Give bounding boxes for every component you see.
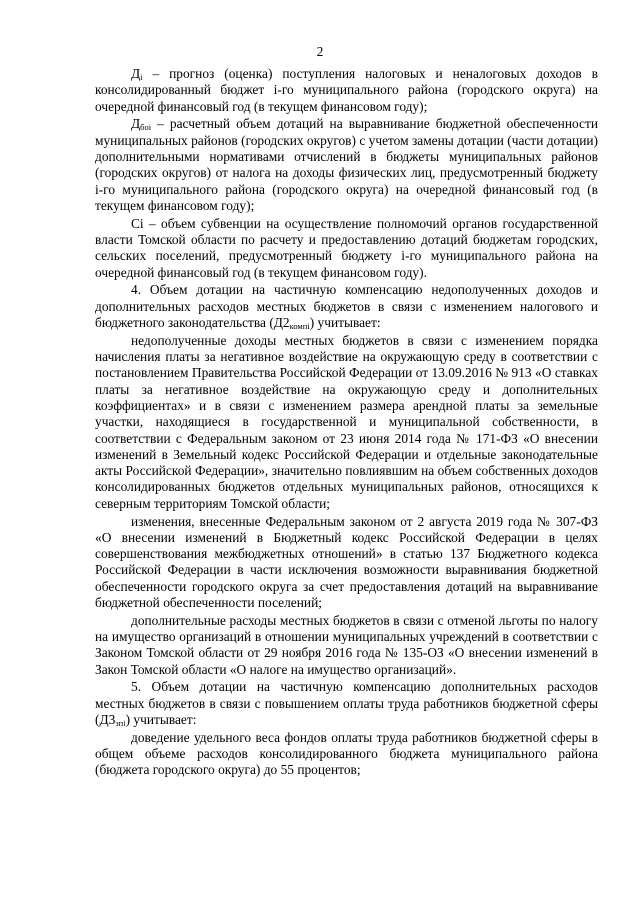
paragraph-text: дополнительные расходы местных бюджетов в связи с отменой льготы по налогу на имущество организаций в отношении муниципальных учреждений в соответствии с Законом Томской области от 29 ноября 2016 года № 135-ОЗ «О внесении изменений в Закон Томской области «О налоге на имущество организаций». [95,612,598,677]
paragraph-text: – расчетный объем дотаций на выравнивание бюджетной обеспеченности муниципальных районов (городских округов) с учетом замены дотации (части дотации) дополнительными нормативами отчислений в бюджеты муниципальных районов (городских округов) от налога на доходы физических лиц, предусмотренный бюджету i-го муниципального района (городского округа) на очередной финансовый год (в текущем финансовом году); [95,116,598,213]
paragraph-text: ) учитывает: [309,314,381,330]
paragraph-item-4-income [95,333,598,512]
subscript-index: зпi [115,718,126,729]
paragraph-text: доведение удельного веса фондов оплаты труда работников бюджетной сферы в общем объеме расходов консолидированного бюджета муниципального района (бюджета городского округа) до 55 процентов; [95,729,598,778]
paragraph-text: изменения, внесенные Федеральным законом от 2 августа 2019 года № 307-ФЗ «О внесении изменений в Бюджетный кодекс Российской Федерации в целях совершенствования межбюджетных отношений» в статью 137 Бюджетного кодекса Российской Федерации в части исключения возможности выравнивания бюджетной обеспеченности городского округа за счет предоставления дотаций на выравнивание бюджетной обеспеченности поселений; [95,513,598,610]
paragraph-text: Сi – объем субвенции на осуществление полномочий органов государственной власти Томской области по расчету и предоставлению дотаций бюджетам городских, сельских поселений, предусмотренный бюджету i-го муниципального района на очередной финансовый год (в текущем финансовом году). [95,215,598,280]
paragraph-d-boi [95,116,598,214]
document-body [95,66,598,780]
paragraph-text: Д [131,116,141,132]
paragraph-text: Д [131,66,141,81]
paragraph-item-5-wages [95,730,598,779]
paragraph-c-i [95,216,598,281]
paragraph-item-4-changes [95,514,598,612]
paragraph-d-i [95,66,598,115]
subscript-index: бoi [140,122,152,133]
paragraph-item-5 [95,679,598,728]
paragraph-item-4 [95,282,598,331]
subscript-index: компi [289,320,310,331]
paragraph-text: ) учитывает: [125,712,197,728]
page-number: 2 [316,44,324,59]
paragraph-text: – прогноз (оценка) поступления налоговых и неналоговых доходов в консолидированный бюджет i-го муниципального района (городского округа) на очередной финансовый год (в текущем финансовом году); [95,66,598,114]
paragraph-item-4-expenses [95,613,598,678]
paragraph-text: 5. Объем дотации на частичную компенсацию дополнительных расходов местных бюджетов в связи с повышением оплаты труда работников бюджетной сферы (Д3 [95,679,598,728]
subscript-index: i [140,72,143,82]
paragraph-text: 4. Объем дотации на частичную компенсацию недополученных доходов и дополнительных расходов местных бюджетов в связи с изменением налогового и бюджетного законодательства (Д2 [95,282,598,330]
paragraph-text: недополученные доходы местных бюджетов в связи с изменением порядка начисления платы за негативное воздействие на окружающую среду в соответствии с постановлением Правительства Российской Федерации от 13.09.2016 № 913 «О ставках платы за негативное воздействие на окружающую среду и дополнительных коэффициентах» и в связи с изменением размера арендной платы за земельные участки, находящиеся в государственной и муниципальной собственности, в соответствии с Федеральным законом от 23 июня 2014 года № 171-ФЗ «О внесении изменений в Земельный кодекс Российской Федерации и отдельные законодательные акты Российской Федерации», значительно повлиявшим на объем собственных доходов консолидированных бюджетов отдельных муниципальных районов, относящихся к северным территориям Томской области; [95,332,598,511]
